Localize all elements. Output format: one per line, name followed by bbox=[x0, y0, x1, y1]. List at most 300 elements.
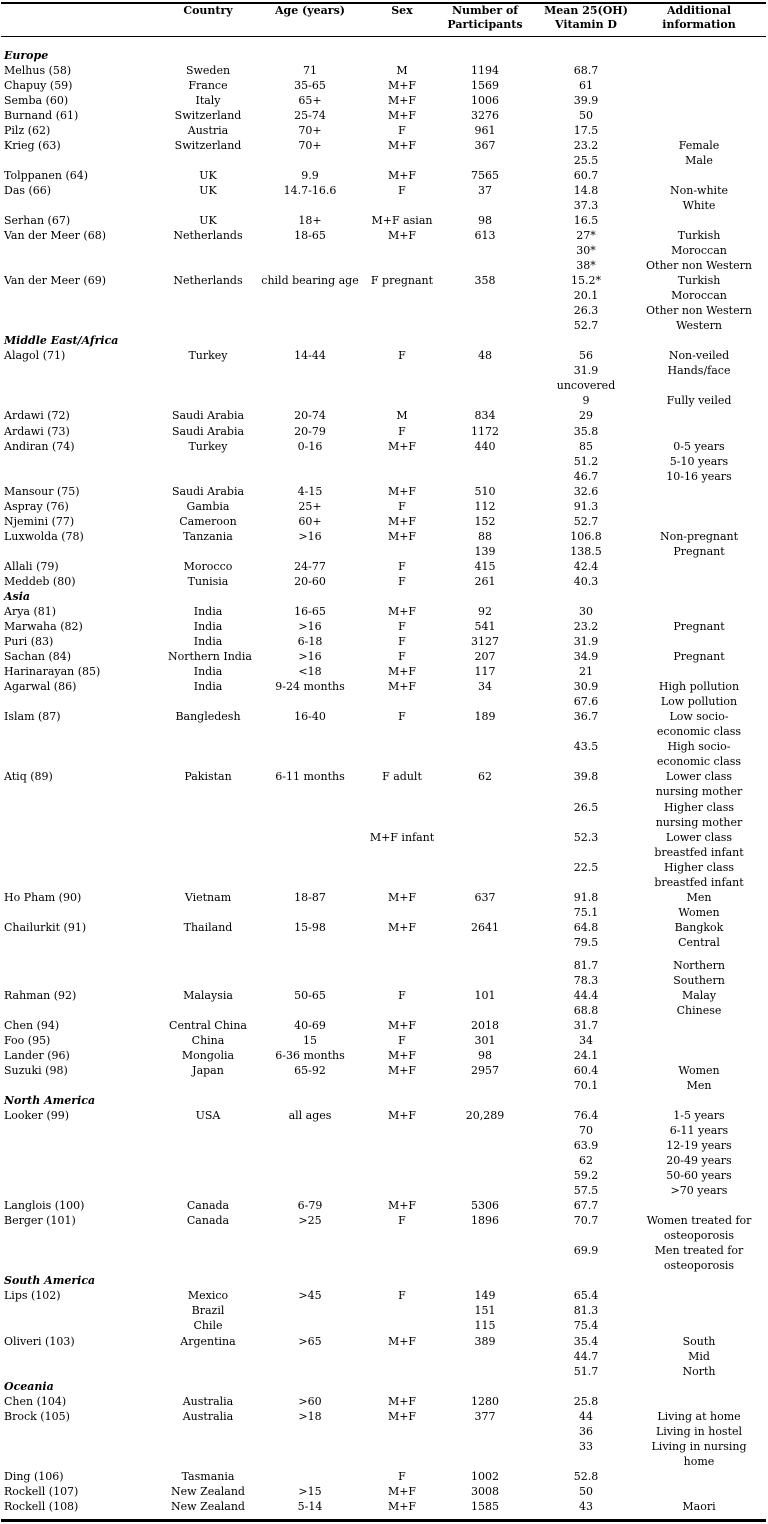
cell-vitd: 25.8 bbox=[573, 1395, 599, 1408]
cell-age: 6-36 months bbox=[275, 1049, 345, 1062]
cell-age: 20-60 bbox=[294, 575, 326, 588]
table-row bbox=[0, 63, 768, 78]
cell-study: Melhus (58) bbox=[4, 64, 72, 77]
cell-sex: M+F bbox=[387, 169, 417, 182]
cell-vitd: 31.9 bbox=[573, 364, 599, 377]
cell-study: Burnand (61) bbox=[4, 109, 79, 122]
cell-sex: F bbox=[398, 575, 406, 588]
table-row bbox=[0, 499, 768, 514]
cell-vitd: 21 bbox=[579, 665, 593, 678]
cell-country: Vietnam bbox=[184, 891, 232, 904]
cell-age: 40-69 bbox=[294, 1019, 326, 1032]
table-row bbox=[0, 1318, 768, 1333]
table-row bbox=[0, 664, 768, 679]
cell-study: Das (66) bbox=[4, 184, 52, 197]
cell-info: 12-19 years bbox=[666, 1139, 732, 1152]
cell-country: Tasmania bbox=[181, 1470, 235, 1483]
cell-vitd: 23.2 bbox=[573, 620, 599, 633]
cell-n: 5306 bbox=[471, 1199, 499, 1212]
cell-info: 10-16 years bbox=[666, 470, 732, 483]
cell-country: India bbox=[193, 665, 223, 678]
table-row bbox=[0, 484, 768, 499]
cell-age: 35-65 bbox=[294, 79, 326, 92]
table-row bbox=[0, 1334, 768, 1349]
cell-vitd: 68.8 bbox=[573, 1004, 599, 1017]
cell-study: Looker (99) bbox=[4, 1109, 70, 1122]
cell-info: Maori bbox=[682, 1500, 716, 1513]
cell-vitd: 26.5 bbox=[573, 801, 599, 814]
cell-n: 189 bbox=[474, 710, 496, 723]
table-row bbox=[0, 1303, 768, 1318]
cell-n: 1585 bbox=[471, 1500, 499, 1513]
cell-country: Saudi Arabia bbox=[171, 409, 245, 422]
cell-n: 207 bbox=[474, 650, 496, 663]
cell-vitd: 37.3 bbox=[573, 199, 599, 212]
cell-info: Female bbox=[678, 139, 720, 152]
cell-study: Van der Meer (68) bbox=[4, 229, 106, 242]
cell-sex: F adult bbox=[382, 770, 422, 783]
cell-info: Higher class bbox=[663, 861, 735, 874]
cell-info: Fully veiled bbox=[666, 394, 732, 407]
cell-age: >18 bbox=[298, 1410, 322, 1423]
cell-sex: M+F bbox=[387, 1109, 417, 1122]
cell-sex: M+F bbox=[387, 109, 417, 122]
cell-country: UK bbox=[199, 184, 217, 197]
cell-study: Chailurkit (91) bbox=[4, 921, 87, 934]
table-row bbox=[0, 920, 768, 935]
cell-age: 9-24 months bbox=[275, 680, 345, 693]
cell-country: Mexico bbox=[187, 1289, 229, 1302]
cell-vitd: 22.5 bbox=[573, 861, 599, 874]
cell-country: Turkey bbox=[188, 440, 228, 453]
cell-sex: F bbox=[398, 710, 406, 723]
cell-info: home bbox=[683, 1455, 715, 1468]
cell-info: White bbox=[682, 199, 716, 212]
cell-info: Low pollution bbox=[660, 695, 738, 708]
cell-n: 3276 bbox=[471, 109, 499, 122]
cell-info: 6-11 years bbox=[669, 1124, 729, 1137]
cell-n: 1172 bbox=[471, 425, 499, 438]
cell-n: 389 bbox=[474, 1335, 496, 1348]
table-row bbox=[0, 754, 768, 769]
cell-age: >25 bbox=[298, 1214, 322, 1227]
cell-country: Turkey bbox=[188, 349, 228, 362]
cell-study: Marwaha (82) bbox=[4, 620, 83, 633]
cell-info: >70 years bbox=[670, 1184, 728, 1197]
table-row bbox=[0, 78, 768, 93]
cell-n: 117 bbox=[474, 665, 496, 678]
table-row bbox=[0, 363, 768, 378]
cell-study: Mansour (75) bbox=[4, 485, 80, 498]
cell-sex: F bbox=[398, 500, 406, 513]
cell-sex: F pregnant bbox=[370, 274, 434, 287]
cell-vitd: 78.3 bbox=[573, 974, 599, 987]
cell-age: >16 bbox=[298, 620, 322, 633]
cell-n: 152 bbox=[474, 515, 496, 528]
cell-country: Tunisia bbox=[187, 575, 229, 588]
cell-sex: M+F bbox=[387, 1064, 417, 1077]
table-row bbox=[0, 1349, 768, 1364]
bottom-rule bbox=[1, 1519, 766, 1522]
cell-info: Northern bbox=[673, 959, 725, 972]
table-row bbox=[0, 408, 768, 423]
cell-info: Non-pregnant bbox=[659, 530, 739, 543]
cell-sex: M+F bbox=[387, 1500, 417, 1513]
cell-vitd: 40.3 bbox=[573, 575, 599, 588]
cell-study: Arya (81) bbox=[4, 605, 57, 618]
cell-vitd: 50 bbox=[579, 109, 593, 122]
table-row bbox=[0, 544, 768, 559]
cell-n: 3008 bbox=[471, 1485, 499, 1498]
cell-info: breastfed infant bbox=[654, 846, 744, 859]
cell-study: Krieg (63) bbox=[4, 139, 61, 152]
cell-sex: M+F bbox=[387, 921, 417, 934]
table-row bbox=[0, 393, 768, 408]
cell-n: 1006 bbox=[471, 94, 499, 107]
cell-country: France bbox=[188, 79, 228, 92]
cell-info: Pregnant bbox=[673, 545, 725, 558]
cell-age: 24-77 bbox=[294, 560, 326, 573]
table-row bbox=[0, 815, 768, 830]
table-row bbox=[0, 303, 768, 318]
cell-vitd: 91.8 bbox=[573, 891, 599, 904]
cell-study: Allali (79) bbox=[4, 560, 59, 573]
table-row bbox=[0, 378, 768, 393]
table-row bbox=[0, 1409, 768, 1424]
cell-country: Italy bbox=[195, 94, 221, 107]
cell-info: Living in nursing bbox=[651, 1440, 747, 1453]
table-row bbox=[0, 679, 768, 694]
cell-info: nursing mother bbox=[655, 816, 743, 829]
cell-age: >15 bbox=[298, 1485, 322, 1498]
table-row bbox=[0, 168, 768, 183]
cell-vitd: 65.4 bbox=[573, 1289, 599, 1302]
cell-age: 71 bbox=[303, 64, 317, 77]
cell-sex: M+F bbox=[387, 94, 417, 107]
cell-n: 2018 bbox=[471, 1019, 499, 1032]
cell-age: child bearing age bbox=[261, 274, 359, 287]
cell-age: 16-40 bbox=[294, 710, 326, 723]
cell-n: 139 bbox=[474, 545, 496, 558]
cell-age: >65 bbox=[298, 1335, 322, 1348]
cell-n: 149 bbox=[474, 1289, 496, 1302]
cell-country: Sweden bbox=[185, 64, 231, 77]
cell-vitd: 15.2* bbox=[571, 274, 601, 287]
cell-vitd: 44.4 bbox=[573, 989, 599, 1002]
cell-study: Andiran (74) bbox=[4, 440, 75, 453]
section-heading: North America bbox=[4, 1094, 96, 1107]
table-row bbox=[0, 769, 768, 784]
table-row bbox=[0, 1243, 768, 1258]
cell-vitd: 29 bbox=[579, 409, 593, 422]
cell-country: Switzerland bbox=[174, 139, 242, 152]
table-row bbox=[0, 860, 768, 875]
cell-n: 1896 bbox=[471, 1214, 499, 1227]
cell-info: 50-60 years bbox=[666, 1169, 732, 1182]
cell-n: 367 bbox=[474, 139, 496, 152]
cell-vitd: 33 bbox=[579, 1440, 593, 1453]
table-row bbox=[0, 1499, 768, 1514]
cell-info: Moroccan bbox=[671, 289, 727, 302]
header-info-line1: Additional bbox=[667, 4, 731, 17]
cell-info: Lower class bbox=[665, 831, 733, 844]
cell-info: Chinese bbox=[676, 1004, 722, 1017]
cell-n: 101 bbox=[474, 989, 496, 1002]
cell-country: New Zealand bbox=[171, 1485, 245, 1498]
table-row bbox=[0, 258, 768, 273]
cell-info: nursing mother bbox=[655, 785, 743, 798]
cell-n: 115 bbox=[474, 1319, 496, 1332]
table-row bbox=[0, 1153, 768, 1168]
cell-country: Australia bbox=[182, 1410, 234, 1423]
cell-n: 20,289 bbox=[465, 1109, 505, 1122]
cell-vitd: 60.7 bbox=[573, 169, 599, 182]
cell-country: Netherlands bbox=[173, 274, 243, 287]
cell-study: Atiq (89) bbox=[4, 770, 53, 783]
cell-n: 1002 bbox=[471, 1470, 499, 1483]
table-row bbox=[0, 108, 768, 123]
cell-vitd: 85 bbox=[579, 440, 593, 453]
cell-age: 20-79 bbox=[294, 425, 326, 438]
cell-vitd: 27* bbox=[576, 229, 596, 242]
cell-country: UK bbox=[199, 214, 217, 227]
table-row bbox=[0, 318, 768, 333]
table-row bbox=[0, 1033, 768, 1048]
cell-info: Turkish bbox=[677, 229, 721, 242]
cell-study: Brock (105) bbox=[4, 1410, 70, 1423]
cell-vitd: 34.9 bbox=[573, 650, 599, 663]
cell-study: Langlois (100) bbox=[4, 1199, 85, 1212]
cell-country: Bangledesh bbox=[175, 710, 241, 723]
cell-study: Rahman (92) bbox=[4, 989, 77, 1002]
cell-sex: F bbox=[398, 349, 406, 362]
cell-age: >16 bbox=[298, 650, 322, 663]
cell-vitd: 35.8 bbox=[573, 425, 599, 438]
cell-age: 20-74 bbox=[294, 409, 326, 422]
cell-info: Lower class bbox=[665, 770, 733, 783]
table-row bbox=[0, 469, 768, 484]
cell-info: Bangkok bbox=[674, 921, 724, 934]
table-row bbox=[0, 1364, 768, 1379]
cell-info: North bbox=[682, 1365, 716, 1378]
cell-vitd: 67.6 bbox=[573, 695, 599, 708]
cell-n: 961 bbox=[474, 124, 496, 137]
cell-age: <18 bbox=[298, 665, 322, 678]
cell-vitd: 31.9 bbox=[573, 635, 599, 648]
cell-country: Tanzania bbox=[183, 530, 233, 543]
cell-n: 98 bbox=[478, 214, 492, 227]
cell-vitd: 16.5 bbox=[573, 214, 599, 227]
cell-info: Women treated for bbox=[646, 1214, 752, 1227]
cell-info: 1-5 years bbox=[673, 1109, 725, 1122]
cell-vitd: 44.7 bbox=[573, 1350, 599, 1363]
cell-info: Male bbox=[685, 154, 713, 167]
cell-info: Other non Western bbox=[646, 304, 752, 317]
table-row bbox=[0, 439, 768, 454]
table-row bbox=[0, 198, 768, 213]
cell-n: 301 bbox=[474, 1034, 496, 1047]
cell-vitd: 31.7 bbox=[573, 1019, 599, 1032]
cell-age: 4-15 bbox=[297, 485, 323, 498]
cell-age: 65-92 bbox=[294, 1064, 326, 1077]
table-row bbox=[0, 153, 768, 168]
cell-vitd: 34 bbox=[579, 1034, 593, 1047]
cell-country: Brazil bbox=[191, 1304, 225, 1317]
cell-n: 48 bbox=[478, 349, 492, 362]
table-row bbox=[0, 1198, 768, 1213]
cell-age: 50-65 bbox=[294, 989, 326, 1002]
table-row bbox=[0, 604, 768, 619]
table-row bbox=[0, 243, 768, 258]
cell-country: Cameroon bbox=[179, 515, 237, 528]
cell-vitd: 64.8 bbox=[573, 921, 599, 934]
cell-vitd: 91.3 bbox=[573, 500, 599, 513]
cell-study: Foo (95) bbox=[4, 1034, 51, 1047]
cell-n: 834 bbox=[474, 409, 496, 422]
table-row bbox=[0, 1288, 768, 1303]
cell-study: Ardawi (73) bbox=[4, 425, 70, 438]
cell-sex: M+F bbox=[387, 440, 417, 453]
table-row bbox=[0, 454, 768, 469]
cell-n: 377 bbox=[474, 1410, 496, 1423]
cell-sex: M+F bbox=[387, 1019, 417, 1032]
cell-study: Lips (102) bbox=[4, 1289, 61, 1302]
cell-n: 151 bbox=[474, 1304, 496, 1317]
cell-vitd: 36.7 bbox=[573, 710, 599, 723]
cell-age: 18-65 bbox=[294, 229, 326, 242]
cell-n: 637 bbox=[474, 891, 496, 904]
cell-vitd: 52.7 bbox=[573, 515, 599, 528]
cell-vitd: 138.5 bbox=[570, 545, 602, 558]
cell-info: 20-49 years bbox=[666, 1154, 732, 1167]
header-participants-line1: Number of bbox=[451, 4, 519, 17]
cell-study: Ding (106) bbox=[4, 1470, 64, 1483]
cell-info: Pregnant bbox=[673, 650, 725, 663]
cell-study: Aspray (76) bbox=[4, 500, 69, 513]
cell-age: 6-79 bbox=[297, 1199, 323, 1212]
cell-study: Ardawi (72) bbox=[4, 409, 70, 422]
cell-study: Luxwolda (78) bbox=[4, 530, 84, 543]
table-row bbox=[0, 514, 768, 529]
cell-vitd: 69.9 bbox=[573, 1244, 599, 1257]
table-row bbox=[0, 1484, 768, 1499]
cell-sex: M+F bbox=[387, 79, 417, 92]
table-row bbox=[0, 1138, 768, 1153]
cell-sex: M+F bbox=[387, 1485, 417, 1498]
table-row bbox=[0, 739, 768, 754]
cell-country: Morocco bbox=[183, 560, 233, 573]
cell-vitd: 44 bbox=[579, 1410, 593, 1423]
table-row bbox=[0, 1394, 768, 1409]
cell-vitd: 50 bbox=[579, 1485, 593, 1498]
cell-vitd: 17.5 bbox=[573, 124, 599, 137]
table-row bbox=[0, 288, 768, 303]
cell-vitd: 30 bbox=[579, 605, 593, 618]
cell-age: 5-14 bbox=[297, 1500, 323, 1513]
cell-sex: M+F bbox=[387, 1335, 417, 1348]
cell-country: India bbox=[193, 620, 223, 633]
table-row bbox=[0, 559, 768, 574]
table-row bbox=[0, 1123, 768, 1138]
cell-sex: F bbox=[398, 989, 406, 1002]
cell-study: Alagol (71) bbox=[4, 349, 66, 362]
cell-n: 7565 bbox=[471, 169, 499, 182]
cell-vitd: 61 bbox=[579, 79, 593, 92]
cell-n: 1194 bbox=[471, 64, 499, 77]
cell-country: Canada bbox=[186, 1199, 230, 1212]
cell-n: 541 bbox=[474, 620, 496, 633]
cell-n: 92 bbox=[478, 605, 492, 618]
cell-info: Hands/face bbox=[667, 364, 731, 377]
cell-sex: F bbox=[398, 1034, 406, 1047]
table-row bbox=[0, 958, 768, 973]
cell-n: 34 bbox=[478, 680, 492, 693]
header-sex: Sex bbox=[391, 4, 413, 17]
table-row bbox=[0, 649, 768, 664]
section-heading: Europe bbox=[4, 49, 49, 62]
cell-vitd: 67.7 bbox=[573, 1199, 599, 1212]
cell-country: Switzerland bbox=[174, 109, 242, 122]
cell-country: Central China bbox=[169, 1019, 247, 1032]
cell-info: 5-10 years bbox=[669, 455, 729, 468]
cell-vitd: 14.8 bbox=[573, 184, 599, 197]
table-row bbox=[0, 875, 768, 890]
cell-age: 15-98 bbox=[294, 921, 326, 934]
cell-age: >45 bbox=[298, 1289, 322, 1302]
cell-sex: F bbox=[398, 650, 406, 663]
cell-age: 6-18 bbox=[297, 635, 323, 648]
cell-country: Japan bbox=[192, 1064, 224, 1077]
cell-n: 3127 bbox=[471, 635, 499, 648]
cell-info: High socio- bbox=[667, 740, 731, 753]
table-row bbox=[0, 724, 768, 739]
cell-age: 70+ bbox=[298, 139, 322, 152]
cell-info: High pollution bbox=[658, 680, 740, 693]
cell-study: Harinarayan (85) bbox=[4, 665, 101, 678]
cell-study: Lander (96) bbox=[4, 1049, 70, 1062]
header-country: Country bbox=[183, 4, 233, 17]
cell-info: Moroccan bbox=[671, 244, 727, 257]
cell-study: Rockell (108) bbox=[4, 1500, 79, 1513]
cell-sex: F bbox=[398, 1470, 406, 1483]
cell-country: India bbox=[193, 680, 223, 693]
cell-vitd: 68.7 bbox=[573, 64, 599, 77]
cell-vitd: 56 bbox=[579, 349, 593, 362]
cell-country: USA bbox=[195, 1109, 221, 1122]
table-row bbox=[0, 1424, 768, 1439]
header-participants-line2: Participants bbox=[447, 18, 523, 31]
cell-age: 15 bbox=[303, 1034, 317, 1047]
cell-vitd: 39.9 bbox=[573, 94, 599, 107]
cell-n: 613 bbox=[474, 229, 496, 242]
cell-age: 25+ bbox=[298, 500, 322, 513]
cell-sex: M+F bbox=[387, 515, 417, 528]
cell-age: 14.7-16.6 bbox=[283, 184, 337, 197]
cell-info: Men treated for bbox=[654, 1244, 744, 1257]
table-row bbox=[0, 348, 768, 363]
cell-sex: M+F bbox=[387, 1395, 417, 1408]
cell-info: Men bbox=[686, 891, 712, 904]
table-row bbox=[0, 93, 768, 108]
cell-vitd: 76.4 bbox=[573, 1109, 599, 1122]
cell-n: 98 bbox=[478, 1049, 492, 1062]
cell-info: osteoporosis bbox=[663, 1259, 735, 1272]
cell-info: 0-5 years bbox=[673, 440, 725, 453]
cell-vitd: 23.2 bbox=[573, 139, 599, 152]
cell-n: 112 bbox=[474, 500, 496, 513]
cell-age: >16 bbox=[298, 530, 322, 543]
cell-info: economic class bbox=[656, 755, 742, 768]
